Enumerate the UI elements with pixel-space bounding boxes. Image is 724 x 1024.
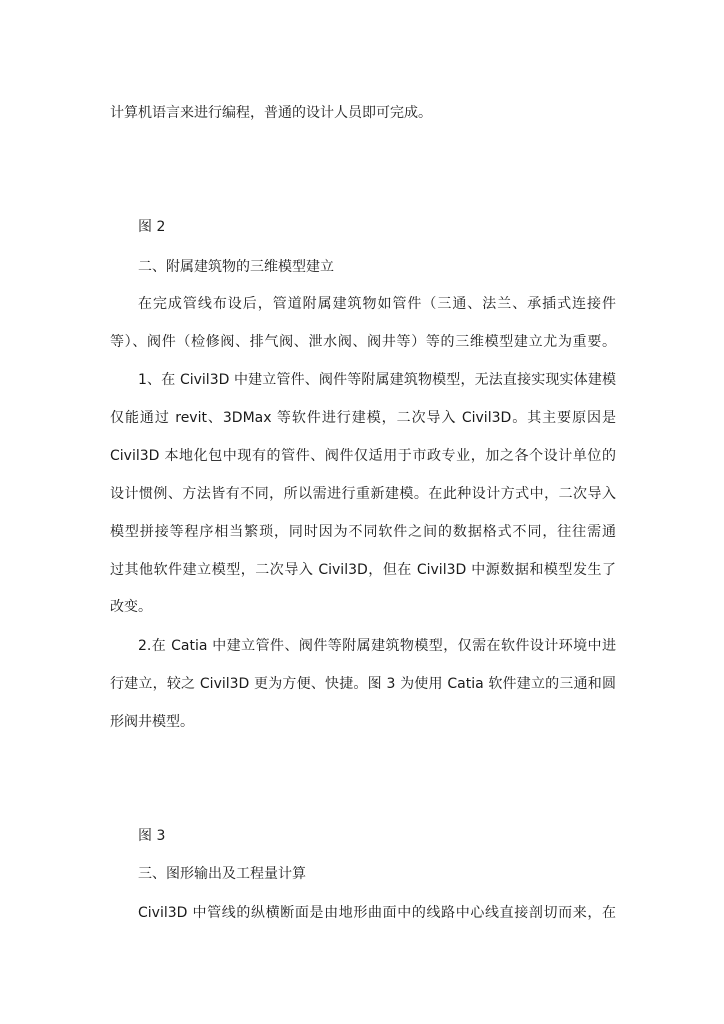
paragraph-line: 1、在 Civil3D 中建立管件、阀件等附属建筑物模型，无法直接实现实体建模: [138, 372, 616, 388]
paragraph-line: 模型拼接等程序相当繁琐，同时因为不同软件之间的数据格式不同，往往需通: [110, 524, 616, 540]
paragraph-line: Civil3D 中管线的纵横断面是由地形曲面中的线路中心线直接剖切而来，在: [138, 905, 616, 921]
figure-3-caption: 图 3: [138, 828, 166, 844]
text-line: 计算机语言来进行编程，普通的设计人员即可完成。: [110, 105, 432, 121]
section-2-heading: 二、附属建筑物的三维模型建立: [138, 259, 334, 275]
paragraph-line: 改变。: [110, 599, 152, 615]
paragraph-line: 过其他软件建立模型，二次导入 Civil3D，但在 Civil3D 中源数据和模型发生了: [110, 562, 616, 578]
paragraph-line: 仅能通过 revit、3DMax 等软件进行建模，二次导入 Civil3D。其主要原因是: [110, 410, 616, 426]
paragraph-line: 2.在 Catia 中建立管件、阀件等附属建筑物模型，仅需在软件设计环境中进: [138, 638, 616, 654]
paragraph-line: 设计惯例、方法皆有不同，所以需进行重新建模。在此种设计方式中，二次导入: [110, 486, 616, 502]
paragraph-line: 行建立，较之 Civil3D 更为方便、快捷。图 3 为使用 Catia 软件建立的三通和圆: [110, 676, 616, 692]
section-3-heading: 三、图形输出及工程量计算: [138, 866, 306, 882]
paragraph-line: 形阀井模型。: [110, 714, 194, 730]
paragraph-line: 在完成管线布设后，管道附属建筑物如管件（三通、法兰、承插式连接件: [138, 296, 616, 312]
paragraph-line: 等）、阀件（检修阀、排气阀、泄水阀、阀井等）等的三维模型建立尤为重要。: [110, 334, 616, 350]
figure-2-caption: 图 2: [138, 219, 166, 235]
paragraph-line: Civil3D 本地化包中现有的管件、阀件仅适用于市政专业，加之各个设计单位的: [110, 448, 616, 464]
